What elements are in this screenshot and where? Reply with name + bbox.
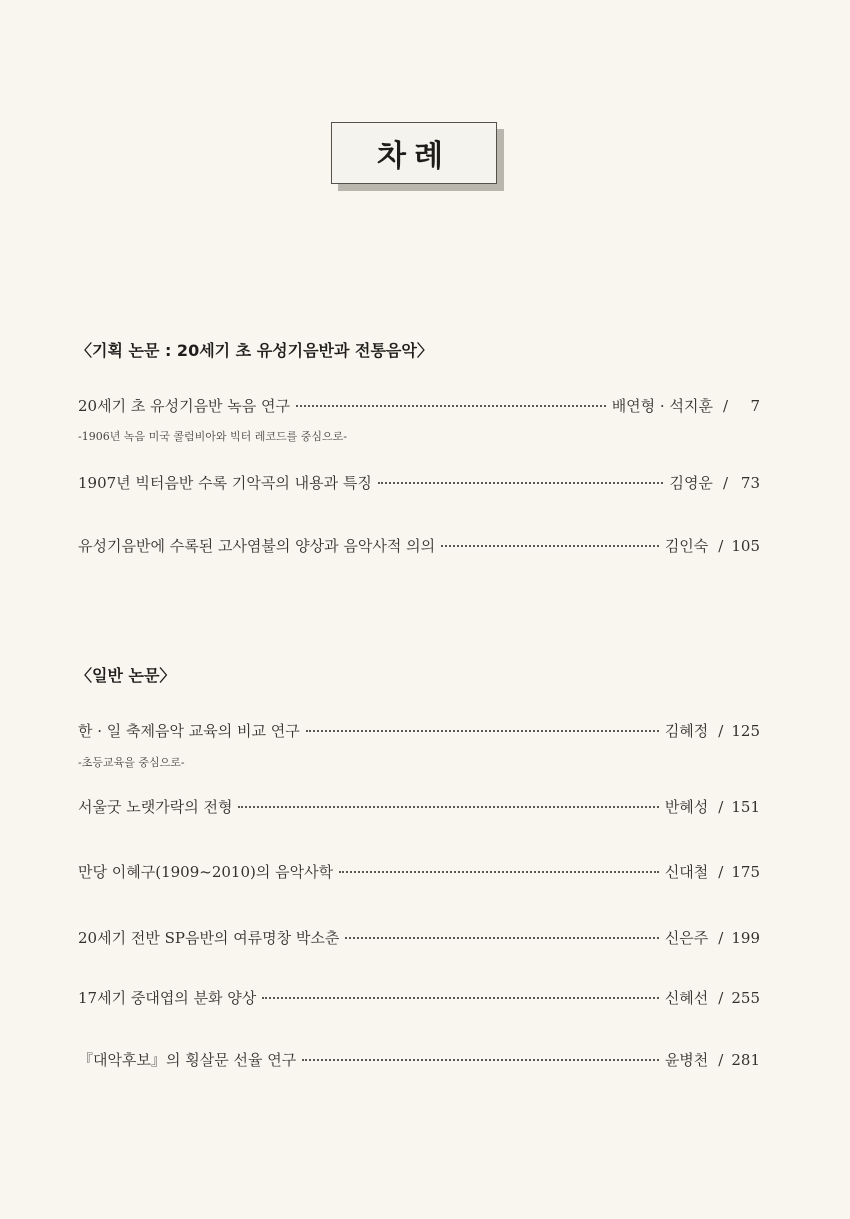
entry-page: 73: [740, 474, 760, 492]
dot-leader: [296, 405, 606, 407]
entry-title: 만당 이혜구(1909~2010)의 음악사학: [78, 863, 334, 881]
section-heading-general: 〈일반 논문〉: [76, 666, 176, 685]
dot-leader: [302, 1059, 659, 1061]
toc-entry[interactable]: [78, 861, 760, 885]
dot-leader: [441, 545, 659, 547]
toc-title-box: [331, 122, 497, 184]
dot-leader: [339, 871, 659, 873]
slash-separator: /: [718, 798, 724, 816]
entry-title: 20세기 전반 SP음반의 여류명창 박소춘: [78, 929, 340, 947]
entry-page: 199: [731, 929, 760, 947]
entry-author: 김혜정: [664, 722, 709, 740]
entry-page: 281: [731, 1051, 760, 1069]
entry-author: 신대철: [664, 863, 709, 881]
slash-separator: /: [718, 722, 724, 740]
entry-title: 1907년 빅터음반 수록 기악곡의 내용과 특징: [78, 474, 372, 492]
entry-subtitle: -초등교육을 중심으로-: [78, 756, 185, 769]
toc-entry[interactable]: [78, 1049, 760, 1073]
dot-leader: [345, 937, 658, 939]
entry-author: 배연형 · 석지훈: [611, 397, 713, 415]
entry-page: 7: [750, 397, 760, 415]
toc-entry[interactable]: [78, 987, 760, 1011]
dot-leader: [238, 806, 658, 808]
entry-author: 윤병천: [664, 1051, 709, 1069]
toc-entry[interactable]: [78, 472, 760, 496]
entry-page: 105: [731, 537, 760, 555]
entry-title: 한 · 일 축제음악 교육의 비교 연구: [78, 722, 300, 740]
entry-page: 255: [731, 989, 760, 1007]
section-heading-special: 〈기획 논문 : 20세기 초 유성기음반과 전통음악〉: [76, 341, 433, 360]
slash-separator: /: [718, 929, 724, 947]
entry-author: 김인숙: [664, 537, 709, 555]
entry-title: 20세기 초 유성기음반 녹음 연구: [78, 397, 291, 415]
slash-separator: /: [718, 989, 724, 1007]
slash-separator: /: [718, 863, 724, 881]
slash-separator: /: [718, 1051, 724, 1069]
toc-entry[interactable]: [78, 796, 760, 820]
toc-entry[interactable]: [78, 927, 760, 951]
entry-author: 신혜선: [664, 989, 709, 1007]
dot-leader: [262, 997, 659, 999]
entry-title: 서울굿 노랫가락의 전형: [78, 798, 233, 816]
entry-page: 125: [731, 722, 760, 740]
entry-title: 17세기 중대엽의 분화 양상: [78, 989, 257, 1007]
entry-title: 유성기음반에 수록된 고사염불의 양상과 음악사적 의의: [78, 537, 436, 555]
slash-separator: /: [722, 397, 728, 415]
toc-entry[interactable]: [78, 535, 760, 559]
toc-entry[interactable]: [78, 395, 760, 419]
entry-page: 175: [731, 863, 760, 881]
dot-leader: [306, 730, 659, 732]
toc-title: 차례: [377, 139, 451, 174]
entry-author: 신은주: [664, 929, 709, 947]
entry-author: 반혜성: [664, 798, 709, 816]
slash-separator: /: [722, 474, 728, 492]
dot-leader: [378, 482, 664, 484]
slash-separator: /: [718, 537, 724, 555]
entry-subtitle: -1906년 녹음 미국 콜럼비아와 빅터 레코드를 중심으로-: [78, 430, 347, 443]
toc-entry[interactable]: [78, 720, 760, 744]
entry-author: 김영운: [669, 474, 713, 492]
entry-title: 『대악후보』의 횡살문 선율 연구: [78, 1051, 297, 1069]
entry-page: 151: [731, 798, 760, 816]
